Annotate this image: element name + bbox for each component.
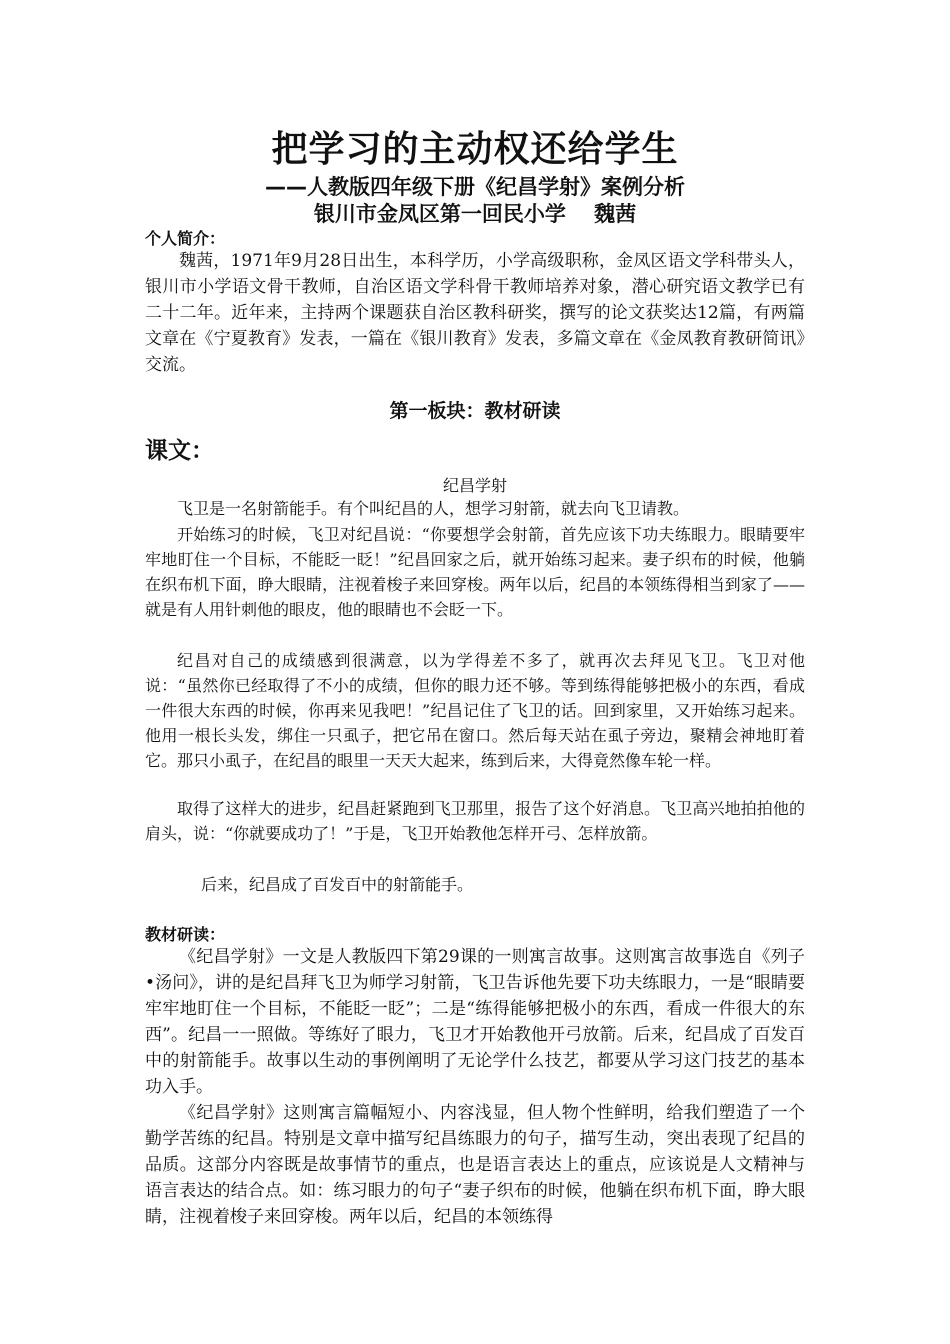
analysis-paragraph-1: 《纪昌学射》一文是人教版四下第29课的一则寓言故事。这则寓言故事选自《列子•汤问》，讲的是纪昌拜飞卫为师学习射箭，飞卫告诉他先要下功夫练眼力，一是“眼睛要牢牢地盯住一个目标，不能眨一眨”；二是“练得能够把极小的东西，看成一件很大的东西”。纪昌一一照做。等练好了眼力，飞卫才开始教他开弓放箭。后来，纪昌成了百发百中的射箭能手。故事以生动的事例阐明了无论学什么技艺，都要从学习这门技艺的基本功入手。 bbox=[145, 947, 805, 1097]
bio-label: 个人简介： bbox=[145, 229, 226, 248]
bio-paragraph: 魏茜，1971年9月28日出生，本科学历，小学高级职称，金凤区语文学科带头人，银川市小学语文骨干教师，自治区语文学科骨干教师培养对象，潜心研究语文教学已有二十二年。近年来，主持两个课题获自治区教科研奖，撰写的论文获奖达12篇，有两篇文章在《宁夏教育》发表，一篇在《银川教育》发表，多篇文章在《金凤教育教研简讯》交流。 bbox=[145, 251, 805, 375]
author-line: 银川市金凤区第一回民小学 魏茜 bbox=[313, 202, 637, 226]
document-title: 把学习的主动权还给学生 bbox=[271, 129, 679, 170]
story-paragraph-4: 取得了这样大的进步，纪昌赶紧跑到飞卫那里，报告了这个好消息。飞卫高兴地拍拍他的肩头，说：“你就要成功了！”于是，飞卫开始教他怎样开弓、怎样放箭。 bbox=[145, 799, 805, 843]
story-paragraph-1: 飞卫是一名射箭能手。有个叫纪昌的人，想学习射箭，就去向飞卫请教。 bbox=[177, 499, 690, 518]
document-subtitle: ——人教版四年级下册《纪昌学射》案例分析 bbox=[265, 175, 685, 199]
section-heading: 第一板块：教材研读 bbox=[389, 400, 561, 422]
story-title: 纪昌学射 bbox=[442, 476, 507, 495]
story-paragraph-2: 开始练习的时候，飞卫对纪昌说：“你要想学会射箭，首先应该下功夫练眼力。眼睛要牢牢地盯住一个目标，不能眨一眨！”纪昌回家之后，就开始练习起来。妻子织布的时候，他躺在织布机下面，睁大眼睛，注视着梭子来回穿梭。两年以后，纪昌的本领练得相当到家了——就是有人用针刺他的眼皮，他的眼睛也不会眨一下。 bbox=[145, 525, 805, 619]
analysis-label: 教材研读： bbox=[145, 925, 226, 944]
story-paragraph-5: 后来，纪昌成了百发百中的射箭能手。 bbox=[201, 875, 474, 894]
analysis-paragraph-2: 《纪昌学射》这则寓言篇幅短小、内容浅显，但人物个性鲜明，给我们塑造了一个勤学苦练的纪昌。特别是文章中描写纪昌练眼力的句子，描写生动，突出表现了纪昌的品质。这部分内容既是故事情节的重点，也是语言表达上的重点，应该说是人文精神与语言表达的结合点。如：练习眼力的句子“妻子织布的时候，他躺在织布机下面，睁大眼睛，注视着梭子来回穿梭。两年以后，纪昌的本领练得 bbox=[145, 1103, 805, 1227]
text-label: 课文： bbox=[145, 438, 214, 464]
story-paragraph-3: 纪昌对自己的成绩感到很满意，以为学得差不多了，就再次去拜见飞卫。飞卫对他说：“虽然你已经取得了不小的成绩，但你的眼力还不够。等到练得能够把极小的东西，看成一件很大东西的时候，你再来见我吧！”纪昌记住了飞卫的话。回到家里，又开始练习起来。他用一根长头发，绑住一只虱子，把它吊在窗口。然后每天站在虱子旁边，聚精会神地盯着它。那只小虱子，在纪昌的眼里一天天大起来，练到后来，大得竟然像车轮一样。 bbox=[145, 651, 805, 770]
